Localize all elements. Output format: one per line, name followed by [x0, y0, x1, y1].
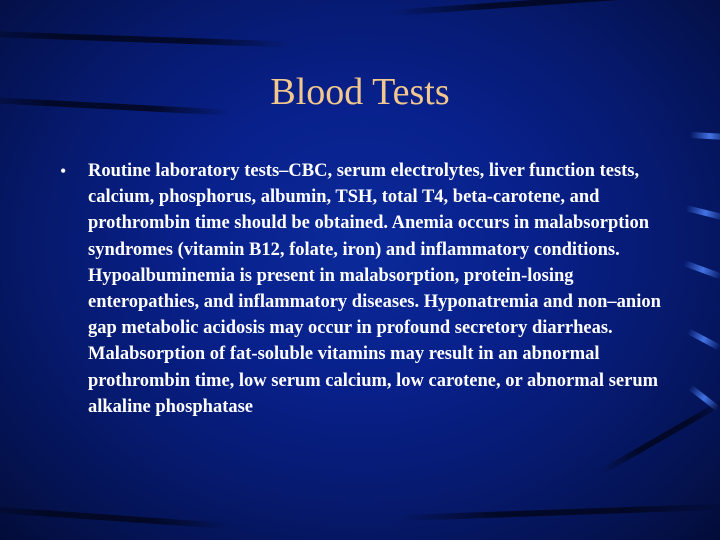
background-glint — [690, 132, 720, 140]
background-glint — [683, 260, 720, 279]
bullet-text: Routine laboratory tests–CBC, serum electrolytes, liver function tests, calcium, phosphorus, albumin, TSH, total T4, beta-carotene, and prothrombin time should be obtained. Anemia occurs in malabsorption syndromes (vitamin B12, folate, iron) and inflammatory conditions. Hypoalbuminemia is present in malabsorption, protein-losing enteropathies, and inflammatory diseases. Hyponatremia and non–anion gap metabolic acidosis may occur in profound secretory diarrheas. Malabsorption of fat-soluble vitamins may result in an abnormal prothrombin time, low serum calcium, low carotene, or abnormal serum alkaline phosphatase — [88, 161, 661, 417]
bullet-item — [60, 158, 668, 420]
background-streak — [0, 505, 230, 529]
slide-title: Blood Tests — [270, 71, 450, 113]
background-streak — [0, 30, 290, 48]
background-streak — [400, 503, 720, 521]
bullet-list — [60, 158, 668, 420]
background-glint — [688, 385, 720, 412]
background-glint — [687, 328, 720, 350]
background-streak — [390, 0, 720, 16]
background-glint — [685, 205, 720, 220]
bullet-marker: • — [60, 161, 67, 181]
